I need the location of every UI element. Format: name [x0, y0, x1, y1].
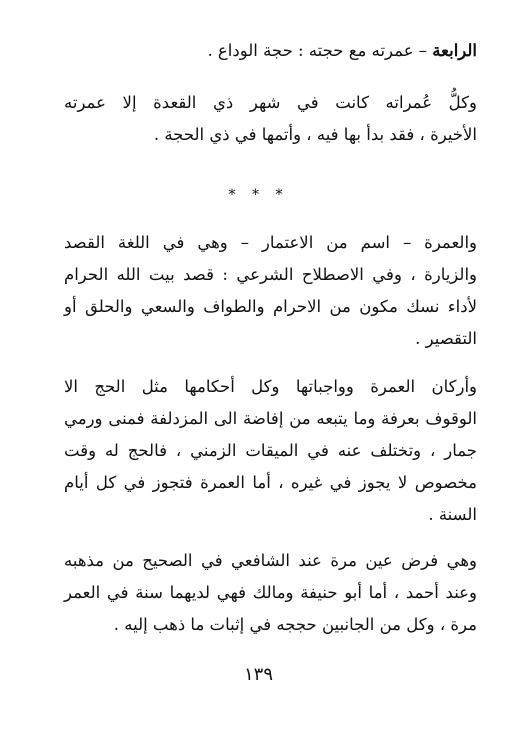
- page-number: ١٣٩: [243, 664, 273, 685]
- paragraph-line: جمار ، وتختلف عنه في الميقات الزمني ، فالحج له وقت: [64, 441, 477, 460]
- paragraph-line: وهي فرض عين مرة عند الشافعي في الصحيح من مذهبه: [64, 551, 477, 570]
- heading-label: الرابعة: [432, 41, 477, 60]
- section-heading: [64, 40, 477, 62]
- paragraph-line: الأخيرة ، فقد بدأ بها فيه ، وأتمها في ذي الحجة .: [153, 125, 477, 144]
- section-separator: * * *: [228, 187, 289, 203]
- paragraph-line: مخصوص لا يجوز في غيره ، أما العمرة فتجوز في كل أيام: [64, 473, 477, 492]
- paragraph-line: وأركان العمرة وواجباتها وكل أحكامها مثل الحج الا: [64, 377, 477, 396]
- paragraph-line: مرة ، وكل من الجانبين حججه في إثبات ما ذهب إليه .: [113, 615, 477, 634]
- paragraph-line: وكلُّ عُمراته كانت في شهر ذي القعدة إلا عمرته: [64, 93, 477, 112]
- paragraph-line: والزيارة ، وفي الاصطلاح الشرعي : قصد بيت الله الحرام: [64, 265, 477, 284]
- paragraph-line: الوقوف بعرفة وما يتبعه من إفاضة الى المزدلفة فمنى ورمي: [64, 409, 477, 428]
- paragraph-line: والعمرة – اسم من الاعتمار – وهي في اللغة القصد: [64, 233, 477, 252]
- paragraph-line: وعند أحمد ، أما أبو حنيفة ومالك فهي لديهما سنة في العمر: [64, 583, 477, 602]
- paragraph-line: لأداء نسك مكون من الاحرام والطواف والسعي والحلق أو: [64, 297, 477, 316]
- paragraph-line: التقصير .: [415, 329, 477, 348]
- heading-text: – عمرته مع حجته : حجة الوداع .: [207, 41, 428, 60]
- paragraph-line: السنة .: [428, 505, 477, 524]
